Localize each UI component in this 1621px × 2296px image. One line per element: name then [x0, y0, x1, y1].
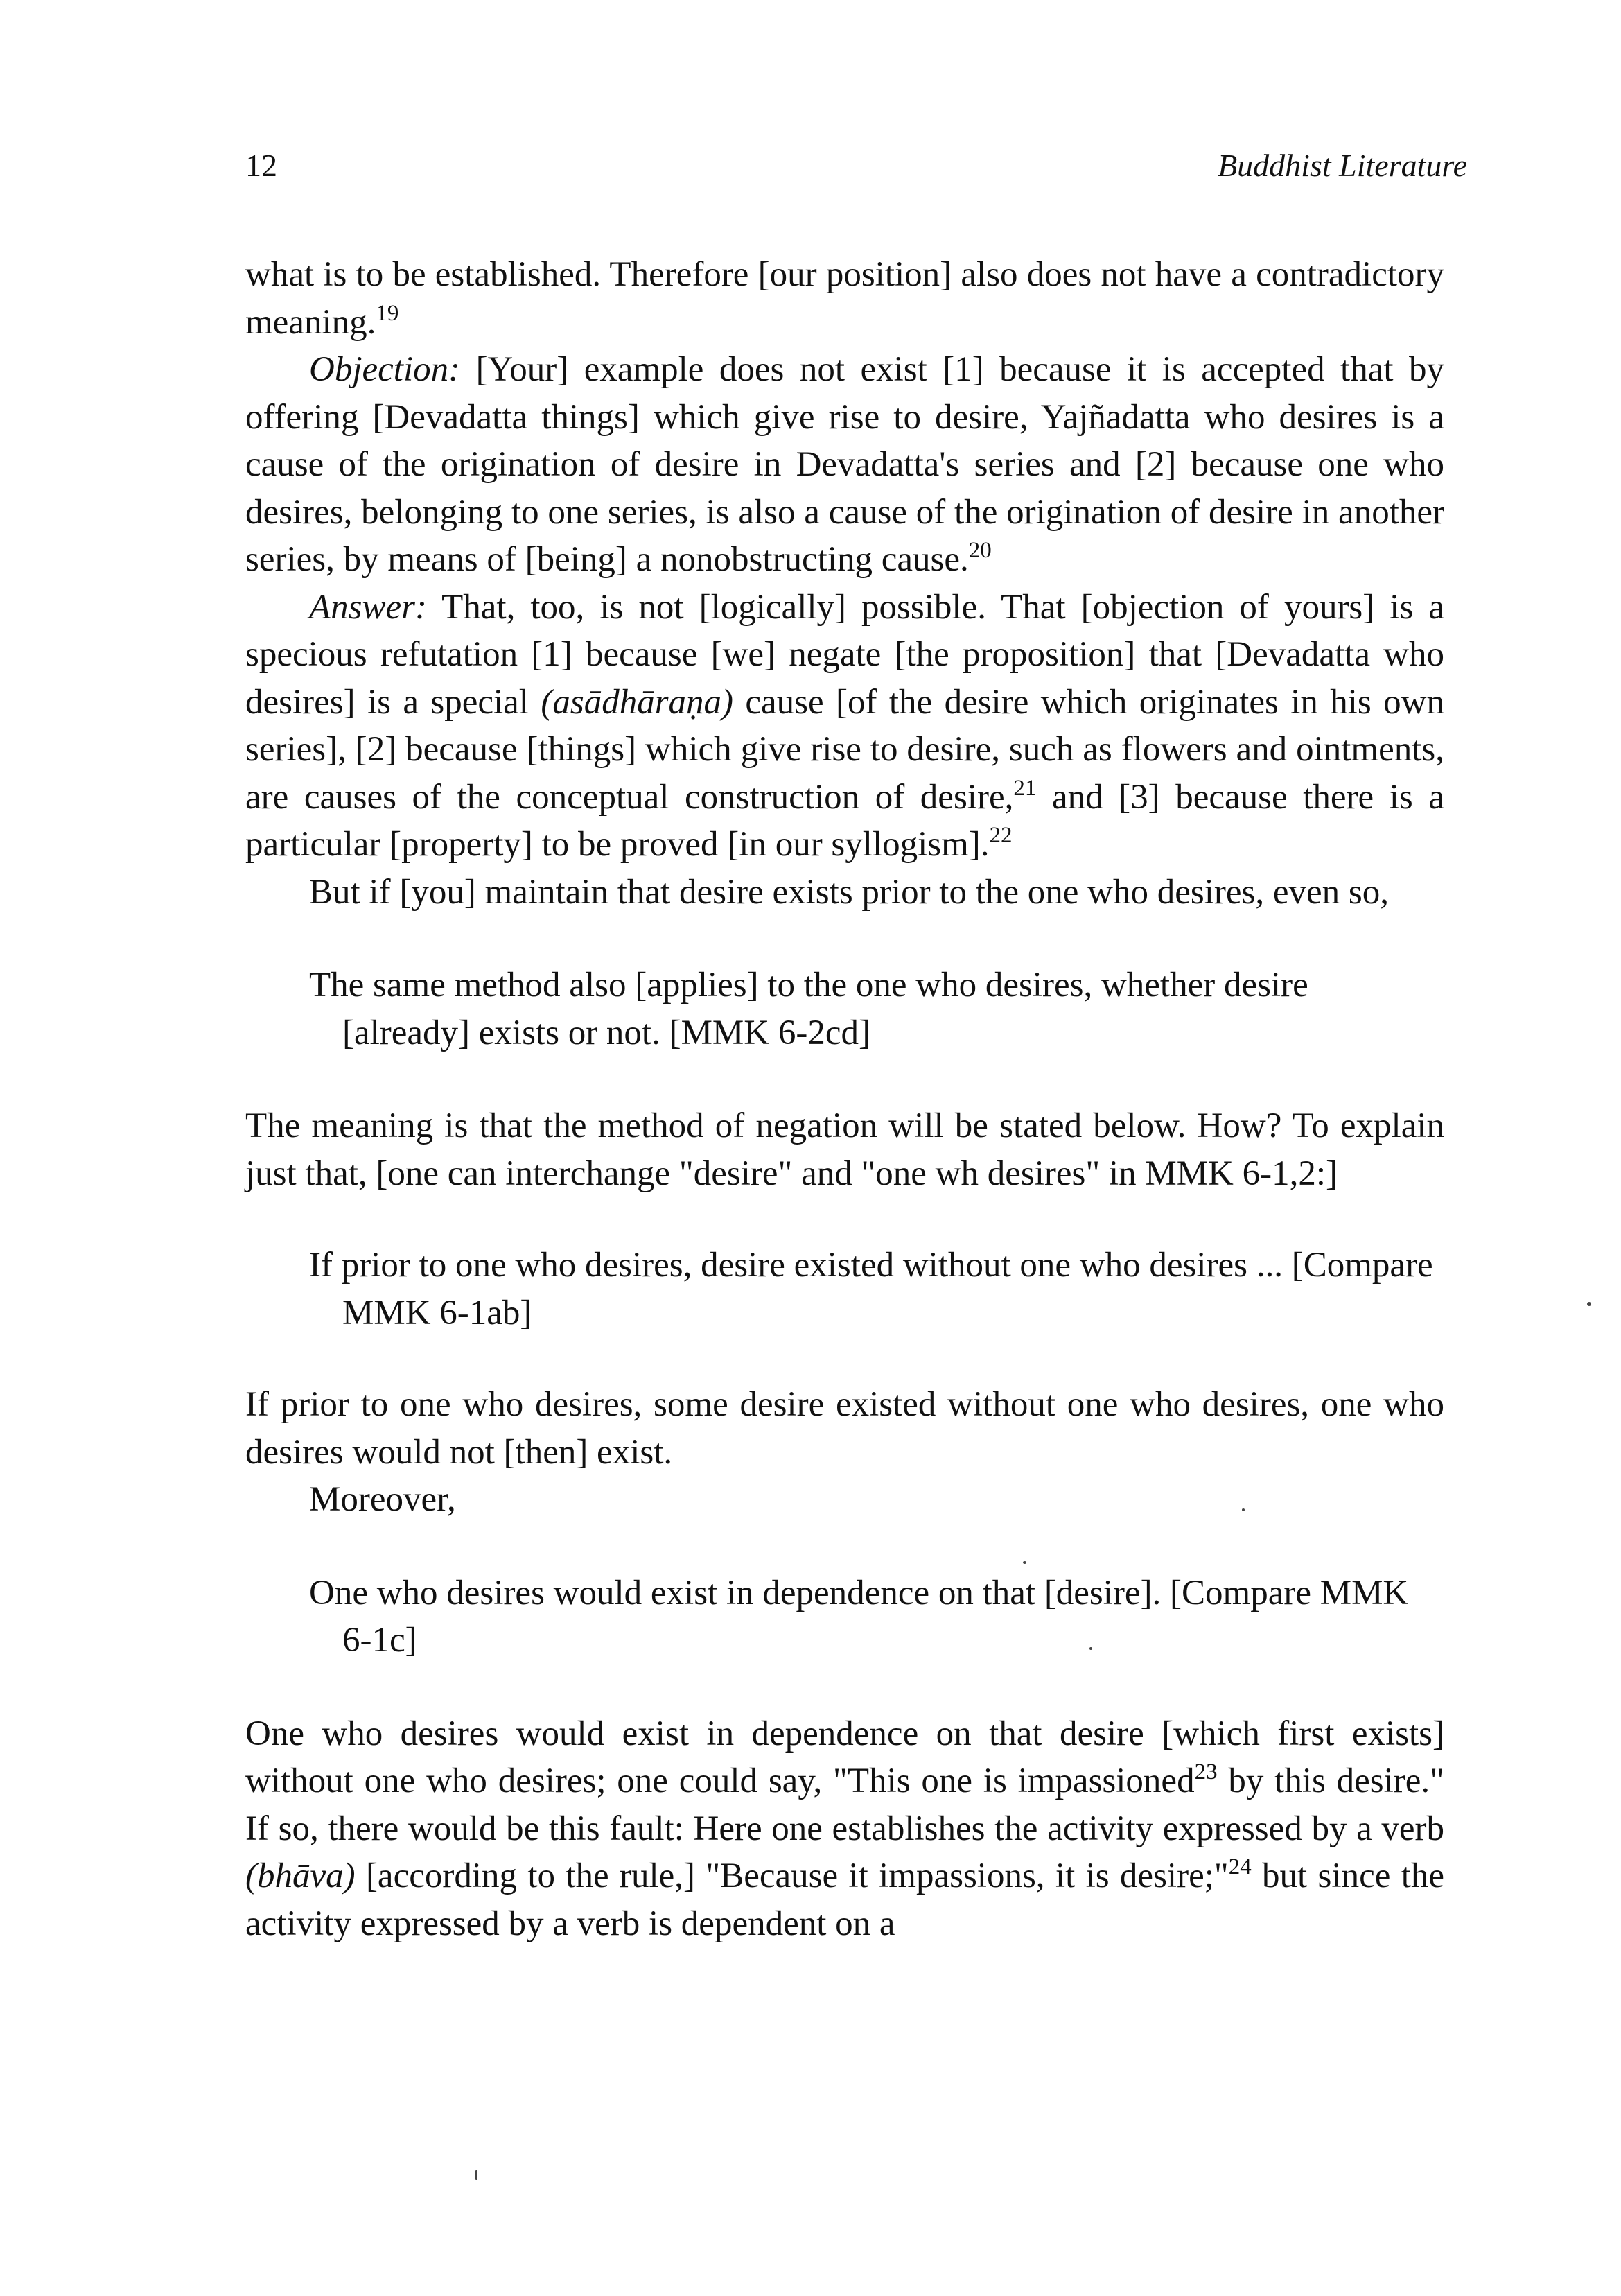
paragraph-5-text: The meaning is that the method of negation will be stated below. How? To explain just that, [one can interchange "desire" and "one wh desires" in MMK 6-1,2:]	[245, 1106, 1444, 1193]
paragraph-answer	[245, 584, 1444, 869]
scan-speck	[1587, 1302, 1591, 1306]
paragraph-8-text-d: but since the activity expressed by a verb is dependent on a	[245, 1856, 1444, 1943]
objection-text: [Your] example does not exist [1] because it is accepted that by offering [Devadatta things] which give rise to desire, Yajñadatta who desires is a cause of the origination of desire in Devadatta's series and [2] because one who desires, belonging to one series, is also a cause of the origination of desire in another series, by means of [being] a nonobstructing cause.	[245, 350, 1444, 579]
verse-quote-1	[309, 962, 1444, 1056]
scan-speck	[1089, 1647, 1092, 1650]
paragraph-8	[245, 1710, 1444, 1948]
page-body	[245, 251, 1444, 1947]
page-header	[245, 147, 1467, 195]
answer-label: Answer:	[309, 587, 427, 627]
paragraph-8-text-c: [according to the rule,] "Because it impassions, it is desire;"	[355, 1856, 1229, 1895]
paragraph-4-text: But if [you] maintain that desire exists prior to the one who desires, even so,	[309, 872, 1389, 912]
sanskrit-term-asadharana: (asādhāraṇa)	[541, 682, 734, 722]
page-number: 12	[245, 148, 277, 183]
footnote-ref-20: 20	[968, 538, 992, 563]
paragraph-6	[245, 1381, 1444, 1476]
paragraph-objection	[245, 346, 1444, 584]
footnote-ref-23: 23	[1194, 1759, 1218, 1784]
running-title: Buddhist Literature	[1218, 148, 1467, 183]
paragraph-4	[245, 869, 1444, 916]
footnote-ref-24: 24	[1228, 1854, 1252, 1879]
paragraph-1	[245, 251, 1444, 346]
paragraph-7-text: Moreover,	[309, 1480, 456, 1519]
verse-quote-2-text: If prior to one who desires, desire existed without one who desires ... [Compare MMK 6-1ab]	[309, 1246, 1433, 1332]
answer-text-a: That, too, is not [logically] possible. That [objection of yours] is a specious refutation [1] because [we] negate [the proposition] that [Devadatta who desires] is a special	[245, 587, 1444, 722]
paragraph-8-text-a: One who desires would exist in dependence on that desire [which first exists] without one who desires; one could say, "This one is impassioned	[245, 1714, 1444, 1800]
paragraph-6-text: If prior to one who desires, some desire existed without one who desires, one who desires would not [then] exist.	[245, 1385, 1444, 1472]
answer-text-b: cause [of the desire which originates in his own series], [2] because [things] which give rise to desire, such as flowers and ointments, are causes of the conceptual construction of desire,	[245, 682, 1444, 817]
footnote-ref-21: 21	[1013, 775, 1037, 801]
spacer	[245, 1524, 1444, 1569]
scan-speck	[475, 2170, 477, 2180]
sanskrit-term-bhava: (bhāva)	[245, 1856, 356, 1895]
paragraph-8-text-b: by this desire." If so, there would be this fault: Here one establishes the activity expressed by a verb	[245, 1762, 1445, 1848]
footnote-ref-19: 19	[376, 300, 399, 326]
spacer	[245, 916, 1444, 962]
answer-text-c: and [3] because there is a particular [property] to be proved [in our syllogism].	[245, 777, 1445, 864]
paragraph-7	[245, 1476, 1444, 1524]
paragraph-1-text: what is to be established. Therefore [our position] also does not have a contradictory meaning.	[245, 255, 1444, 342]
verse-quote-2	[309, 1242, 1444, 1337]
objection-label: Objection:	[309, 350, 461, 389]
verse-quote-3	[309, 1569, 1444, 1664]
verse-quote-3-text: One who desires would exist in dependence on that [desire]. [Compare MMK 6-1c]	[309, 1573, 1409, 1660]
footnote-ref-22: 22	[989, 823, 1013, 848]
spacer	[245, 1664, 1444, 1710]
spacer	[245, 1337, 1444, 1381]
spacer	[245, 1197, 1444, 1242]
paragraph-5	[245, 1102, 1444, 1197]
spacer	[245, 1056, 1444, 1102]
scan-speck	[1242, 1508, 1245, 1511]
verse-quote-1-text: The same method also [applies] to the one who desires, whether desire [already] exists or not. [MMK 6-2cd]	[309, 966, 1308, 1052]
scan-speck	[1023, 1561, 1026, 1564]
